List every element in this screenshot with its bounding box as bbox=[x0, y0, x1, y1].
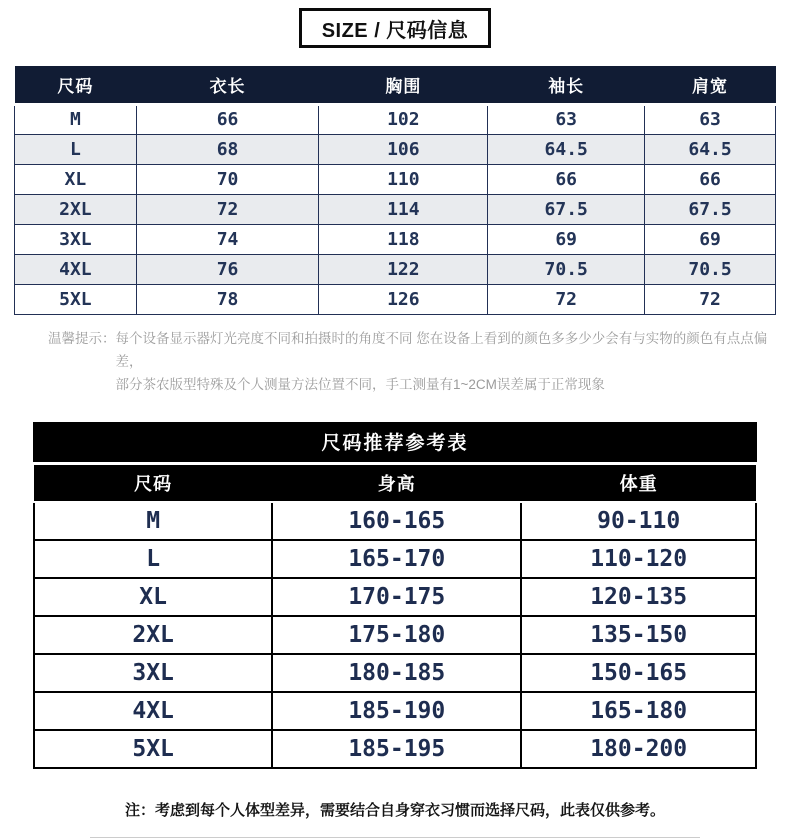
cell: 122 bbox=[319, 254, 488, 284]
size-table bbox=[14, 66, 776, 315]
warm-tip-line1: 每个设备显示器灯光亮度不同和拍摄时的角度不同 您在设备上看到的颜色多多少少会有与实物的颜色有点点偏差， bbox=[116, 331, 768, 369]
cell: 160-165 bbox=[272, 502, 521, 540]
cell: 170-175 bbox=[272, 578, 521, 616]
cell: 106 bbox=[319, 134, 488, 164]
reference-table-title: 尺码推荐参考表 bbox=[33, 422, 757, 462]
reference-table bbox=[33, 465, 757, 769]
cell: 185-190 bbox=[272, 692, 521, 730]
table-row bbox=[15, 224, 776, 254]
cell: 102 bbox=[319, 104, 488, 134]
cell-size: 5XL bbox=[15, 284, 137, 314]
cell-size: 4XL bbox=[34, 692, 272, 730]
page-title: SIZE / 尺码信息 bbox=[299, 8, 491, 48]
table-row bbox=[34, 730, 756, 768]
cell: 66 bbox=[645, 164, 776, 194]
cell-size: 3XL bbox=[15, 224, 137, 254]
cell: 63 bbox=[645, 104, 776, 134]
cell: 72 bbox=[645, 284, 776, 314]
cell: 76 bbox=[136, 254, 319, 284]
size-table-header-sleeve: 袖长 bbox=[488, 66, 645, 104]
cell: 135-150 bbox=[521, 616, 756, 654]
cell-size: 2XL bbox=[15, 194, 137, 224]
cell-size: 5XL bbox=[34, 730, 272, 768]
reference-table-header-row bbox=[34, 465, 756, 502]
cell: 64.5 bbox=[488, 134, 645, 164]
size-table-header-chest: 胸围 bbox=[319, 66, 488, 104]
cell: 185-195 bbox=[272, 730, 521, 768]
cell: 64.5 bbox=[645, 134, 776, 164]
cell: 110 bbox=[319, 164, 488, 194]
warm-tip bbox=[48, 327, 790, 396]
cell: 114 bbox=[319, 194, 488, 224]
table-row bbox=[34, 654, 756, 692]
table-row bbox=[34, 692, 756, 730]
cell: 118 bbox=[319, 224, 488, 254]
table-row bbox=[15, 284, 776, 314]
cell: 120-135 bbox=[521, 578, 756, 616]
cell: 74 bbox=[136, 224, 319, 254]
cell: 66 bbox=[488, 164, 645, 194]
cell: 175-180 bbox=[272, 616, 521, 654]
cell-size: XL bbox=[34, 578, 272, 616]
table-row bbox=[15, 164, 776, 194]
cell: 126 bbox=[319, 284, 488, 314]
cell: 72 bbox=[136, 194, 319, 224]
cell: 66 bbox=[136, 104, 319, 134]
size-table-header-row bbox=[15, 66, 776, 104]
size-table-header-size: 尺码 bbox=[15, 66, 137, 104]
warm-tip-line2: 部分茶农版型特殊及个人测量方法位置不同，手工测量有1~2CM误差属于正常现象 bbox=[116, 377, 605, 392]
cell: 67.5 bbox=[488, 194, 645, 224]
cell: 150-165 bbox=[521, 654, 756, 692]
cell: 70.5 bbox=[645, 254, 776, 284]
table-row bbox=[15, 254, 776, 284]
table-row bbox=[34, 616, 756, 654]
cell-size: 4XL bbox=[15, 254, 137, 284]
cell-size: L bbox=[15, 134, 137, 164]
cell: 72 bbox=[488, 284, 645, 314]
cell: 69 bbox=[645, 224, 776, 254]
cell: 63 bbox=[488, 104, 645, 134]
bottom-note: 注：考虑到每个人体型差异，需要结合自身穿衣习惯而选择尺码，此表仅供参考。 bbox=[0, 799, 790, 820]
cell: 68 bbox=[136, 134, 319, 164]
cell: 70.5 bbox=[488, 254, 645, 284]
table-row bbox=[34, 540, 756, 578]
cell: 69 bbox=[488, 224, 645, 254]
size-table-header-length: 衣长 bbox=[136, 66, 319, 104]
cell-size: 3XL bbox=[34, 654, 272, 692]
cell: 90-110 bbox=[521, 502, 756, 540]
bottom-divider bbox=[90, 837, 700, 838]
cell: 78 bbox=[136, 284, 319, 314]
size-table-header-shoulder: 肩宽 bbox=[645, 66, 776, 104]
cell: 180-185 bbox=[272, 654, 521, 692]
reference-table-section bbox=[33, 422, 757, 769]
cell: 70 bbox=[136, 164, 319, 194]
cell-size: L bbox=[34, 540, 272, 578]
cell: 110-120 bbox=[521, 540, 756, 578]
cell: 180-200 bbox=[521, 730, 756, 768]
table-row bbox=[34, 578, 756, 616]
table-row bbox=[15, 134, 776, 164]
cell-size: M bbox=[15, 104, 137, 134]
cell: 165-170 bbox=[272, 540, 521, 578]
cell-size: 2XL bbox=[34, 616, 272, 654]
cell: 165-180 bbox=[521, 692, 756, 730]
warm-tip-label: 温馨提示： bbox=[48, 327, 116, 396]
ref-header-height: 身高 bbox=[272, 465, 521, 502]
table-row bbox=[15, 194, 776, 224]
cell-size: M bbox=[34, 502, 272, 540]
table-row bbox=[34, 502, 756, 540]
table-row bbox=[15, 104, 776, 134]
cell-size: XL bbox=[15, 164, 137, 194]
cell: 67.5 bbox=[645, 194, 776, 224]
warm-tip-body bbox=[116, 327, 790, 396]
ref-header-weight: 体重 bbox=[521, 465, 756, 502]
ref-header-size: 尺码 bbox=[34, 465, 272, 502]
